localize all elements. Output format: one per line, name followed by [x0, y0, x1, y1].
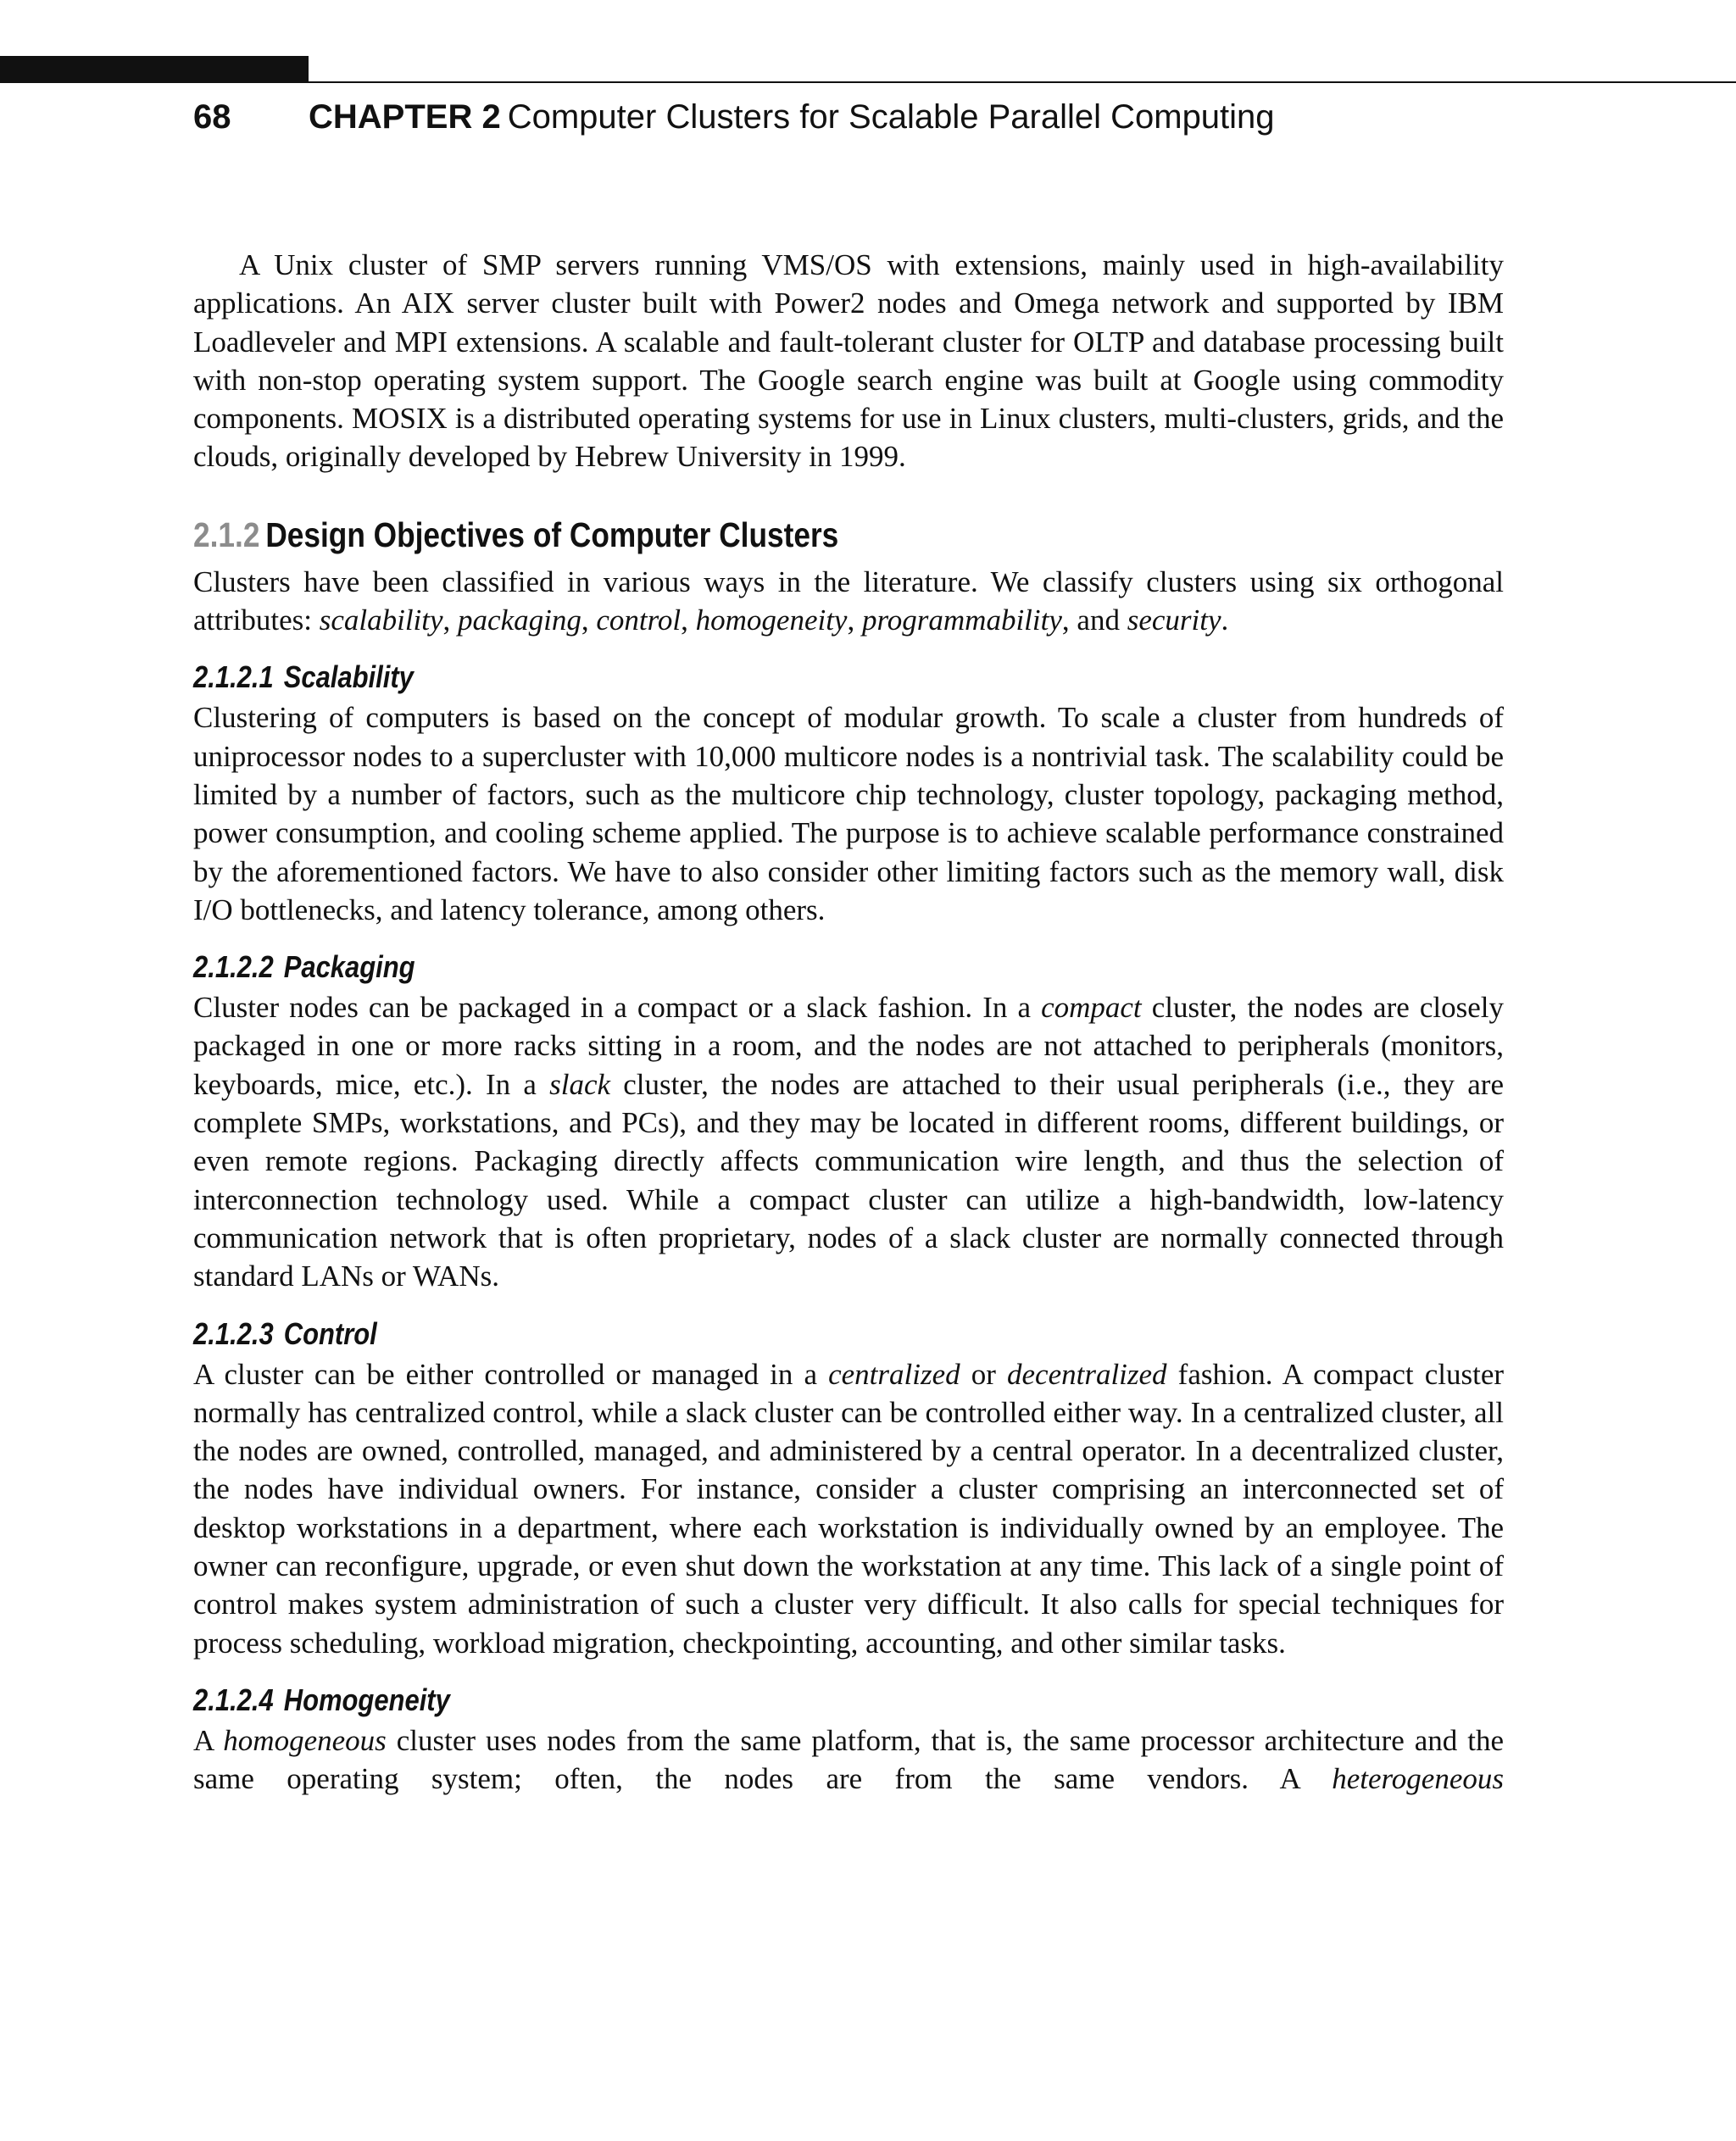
subsection-heading-packaging: [193, 948, 1321, 987]
text-run: cluster, the nodes are closely packaged in one or more racks sitting in a room, and the nodes are not attached to peripherals (monitors, keyboards, mice, etc.). In a: [193, 991, 1504, 1101]
section-number: 2.1.2: [193, 514, 260, 554]
running-header: [193, 90, 1275, 144]
emphasis-homogeneous: homogeneous: [223, 1723, 387, 1757]
subsection-number: 2.1.2.4: [193, 1682, 274, 1717]
chapter-title: Computer Clusters for Scalable Parallel Computing: [507, 98, 1275, 136]
control-paragraph: [193, 1355, 1504, 1662]
emphasis-compact: compact: [1041, 991, 1142, 1025]
emphasis-scalability: scalability: [319, 603, 443, 637]
subsection-number: 2.1.2.1: [193, 659, 274, 695]
subsection-title: Packaging: [283, 949, 415, 985]
text-run: , and: [1061, 603, 1127, 637]
emphasis-decentralized: decentralized: [1007, 1357, 1167, 1391]
intro-paragraph: A Unix cluster of SMP servers running VMS/OS with extensions, mainly used in high-availability applications. An AIX server cluster built with Power2 nodes and Omega network and supported by IBM Loadleveler and MPI extensions. A scalable and fault-tolerant cluster for OLTP and database processing built with non-stop operating system support. The Google search engine was built at Google using commodity components. MOSIX is a distributed operating systems for use in Linux clusters, multi-clusters, grids, and the clouds, originally developed by Hebrew University in 1999.: [193, 248, 1504, 474]
section-intro-paragraph: [193, 563, 1504, 640]
text-run: A cluster can be either controlled or managed in a: [193, 1357, 829, 1391]
text-run: ,: [442, 603, 459, 637]
subsection-title: Homogeneity: [283, 1682, 450, 1717]
emphasis-programmability: programmability: [861, 603, 1062, 637]
subsection-heading-scalability: [193, 658, 1321, 697]
packaging-paragraph: [193, 988, 1504, 1295]
text-run: Cluster nodes can be packaged in a compact or a slack fashion. In a: [193, 991, 1042, 1025]
chapter-label: CHAPTER 2: [309, 98, 501, 136]
emphasis-centralized: centralized: [828, 1357, 960, 1391]
header-rule: [309, 81, 1736, 83]
emphasis-slack: slack: [549, 1067, 611, 1101]
emphasis-heterogeneous: heterogeneous: [1332, 1762, 1504, 1796]
emphasis-packaging: packaging: [458, 603, 581, 637]
subsection-number: 2.1.2.3: [193, 1315, 274, 1351]
scalability-paragraph: Clustering of computers is based on the concept of modular growth. To scale a cluster from hundreds of uniprocessor nodes to a supercluster with 10,000 multicore nodes is a nontrivial task. The scalability could be limited by a number of factors, such as the multicore chip technology, cluster topology, packaging method, power consumption, and cooling scheme applied. The purpose is to achieve scalable performance constrained by the aforementioned factors. We have to also consider other limiting factors such as the memory wall, disk I/O bottlenecks, and latency tolerance, among others.: [193, 701, 1504, 926]
text-run: cluster, the nodes are attached to their usual peripherals (i.e., they are complete SMPs, workstations, and PCs), and they may be located in different rooms, different buildings, or even remote regions. Packaging directly affects communication wire length, and thus the selection of interconnection technology used. While a compact cluster can utilize a high-bandwidth, low-latency communication network that is often proprietary, nodes of a slack cluster are normally connected through standard LANs or WANs.: [193, 1067, 1504, 1293]
page-body: [193, 246, 1504, 1799]
text-run: cluster uses nodes from the same platform, that is, the same processor architecture and the same operating system; often, the nodes are from the same vendors. A: [193, 1723, 1504, 1796]
text-run: fashion. A compact cluster normally has centralized control, while a slack cluster can be controlled either way. In a centralized cluster, all the nodes are owned, controlled, managed, and administered by a central operator. In a decentralized cluster, the nodes have individual owners. For instance, consider a cluster comprising an interconnected set of desktop workstations in a department, where each workstation is individually owned by an employee. The owner can reconfigure, upgrade, or even shut down the workstation at any time. This lack of a single point of control makes system administration of such a cluster very difficult. It also calls for special techniques for process scheduling, workload migration, checkpointing, accounting, and other similar tasks.: [193, 1357, 1505, 1660]
homogeneity-paragraph: [193, 1721, 1504, 1799]
subsection-heading-control: [193, 1315, 1321, 1354]
subsection-number: 2.1.2.2: [193, 949, 274, 985]
text-run: Clusters have been classified in various ways in the literature. We classify clusters using six orthogonal attributes:: [193, 564, 1504, 637]
page-number: 68: [193, 98, 231, 136]
emphasis-security: security: [1127, 603, 1221, 637]
text-run: or: [960, 1357, 1007, 1391]
header-bar-thick: [0, 56, 309, 83]
subsection-heading-homogeneity: [193, 1681, 1321, 1720]
text-run: ,: [847, 603, 862, 637]
text-run: .: [1221, 603, 1229, 637]
subsection-title: Control: [283, 1315, 377, 1351]
text-run: ,: [581, 603, 597, 637]
emphasis-control: control: [596, 603, 682, 637]
section-heading: [193, 513, 1321, 557]
section-title: Design Objectives of Computer Clusters: [265, 514, 839, 554]
emphasis-homogeneity: homogeneity: [695, 603, 848, 637]
text-run: A: [193, 1723, 224, 1757]
subsection-title: Scalability: [283, 659, 414, 695]
text-run: ,: [681, 603, 696, 637]
